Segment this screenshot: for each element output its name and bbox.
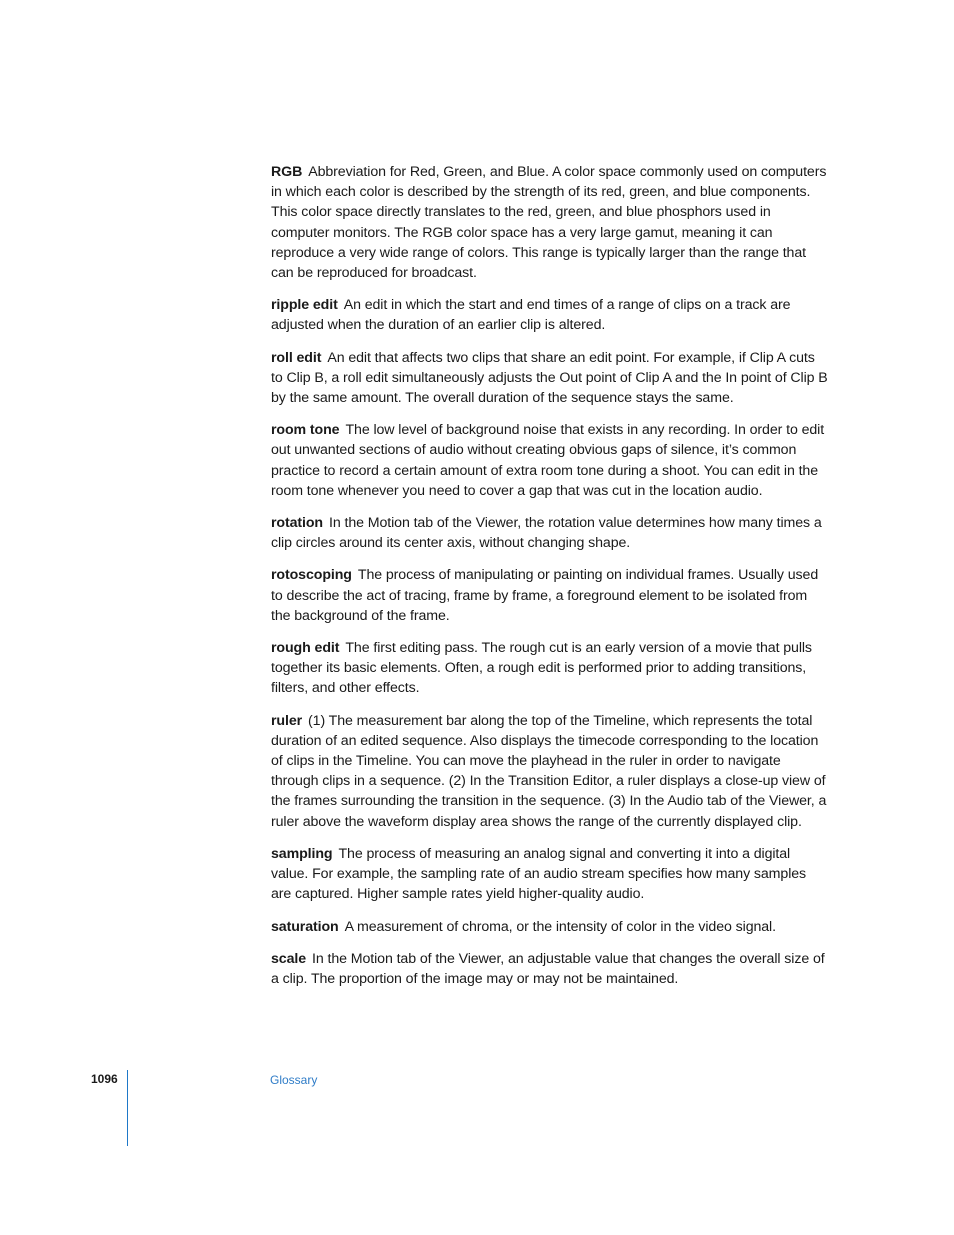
- glossary-definition: A measurement of chroma, or the intensity of color in the video signal.: [344, 918, 776, 935]
- glossary-definition: Abbreviation for Red, Green, and Blue. A color space commonly used on computers in which each color is described by the strength of its red, green, and blue components. This color space directly translates to the red, green, and blue phosphors used in computer monitors. The RGB color space has a very large gamut, meaning it can reproduce a very wide range of colors. This range is typically larger than the range that can be reproduced for broadcast.: [271, 164, 827, 282]
- glossary-entry-scale: [271, 949, 829, 989]
- glossary-entry-sampling: [271, 844, 829, 905]
- glossary-entry-room-tone: [271, 420, 829, 501]
- glossary-entry-roll-edit: [271, 348, 829, 409]
- glossary-term: RGB: [271, 164, 303, 180]
- glossary-entry-ripple-edit: [271, 295, 829, 335]
- glossary-definition: The first editing pass. The rough cut is an early version of a movie that pulls together its basic elements. Often, a rough edit is performed prior to adding transitions, filters, and other effects.: [271, 640, 812, 697]
- glossary-term: saturation: [271, 918, 339, 935]
- glossary-content: [271, 162, 829, 1001]
- glossary-definition: (1) The measurement bar along the top of the Timeline, which represents the total duration of an edited sequence. Also displays the timecode corresponding to the location of clips in the Timeline. You can move the playhead in the ruler in order to navigate through clips in a sequence. (2) In the Transition Editor, a ruler displays a close-up view of the frames surrounding the transition in the sequence. (3) In the Audio tab of the Viewer, a ruler above the waveform display area shows the range of the currently displayed clip.: [271, 712, 827, 830]
- glossary-definition: The low level of background noise that exists in any recording. In order to edit out unwanted sections of audio without creating obvious gaps of silence, it’s common practice to record a certain amount of extra room tone during a shoot. You can edit in the room tone whenever you need to cover a gap that was cut in the location audio.: [271, 422, 825, 499]
- footer-divider: [127, 1070, 128, 1146]
- glossary-definition: In the Motion tab of the Viewer, the rotation value determines how many times a clip circles around its center axis, without changing shape.: [271, 515, 822, 552]
- glossary-entry-rotoscoping: [271, 565, 829, 626]
- glossary-term: rough edit: [271, 640, 340, 657]
- glossary-entry-saturation: [271, 917, 829, 937]
- glossary-term: scale: [271, 950, 307, 967]
- section-name: Glossary: [270, 1073, 318, 1087]
- glossary-definition: The process of measuring an analog signal and converting it into a digital value. For example, the sampling rate of an audio stream specifies how many samples are captured. Higher sample rates yield higher-quality audio.: [271, 845, 807, 903]
- glossary-entry-rotation: [271, 513, 829, 553]
- glossary-definition: An edit that affects two clips that share an edit point. For example, if Clip A cuts to Clip B, a roll edit simultaneously adjusts the Out point of Clip A and the In point of Clip B by the same amount. The overall duration of the sequence stays the same.: [271, 349, 828, 407]
- page-number: 1096: [91, 1072, 118, 1086]
- glossary-definition: The process of manipulating or painting on individual frames. Usually used to describe the act of tracing, frame by frame, a foreground element to be isolated from the background of the frame.: [271, 567, 819, 624]
- glossary-definition: In the Motion tab of the Viewer, an adjustable value that changes the overall size of a clip. The proportion of the image may or may not be maintained.: [271, 950, 825, 987]
- glossary-term: sampling: [271, 845, 333, 862]
- glossary-entry-rgb: [271, 162, 829, 283]
- glossary-term: rotation: [271, 515, 324, 532]
- glossary-term: ripple edit: [271, 297, 338, 314]
- glossary-term: roll edit: [271, 349, 322, 366]
- glossary-entry-rough-edit: [271, 638, 829, 699]
- glossary-term: ruler: [271, 712, 303, 729]
- glossary-term: rotoscoping: [271, 567, 352, 584]
- glossary-definition: An edit in which the start and end times of a range of clips on a track are adjusted when the duration of an earlier clip is altered.: [271, 297, 791, 334]
- glossary-term: room tone: [271, 422, 340, 439]
- glossary-entry-ruler: [271, 711, 829, 832]
